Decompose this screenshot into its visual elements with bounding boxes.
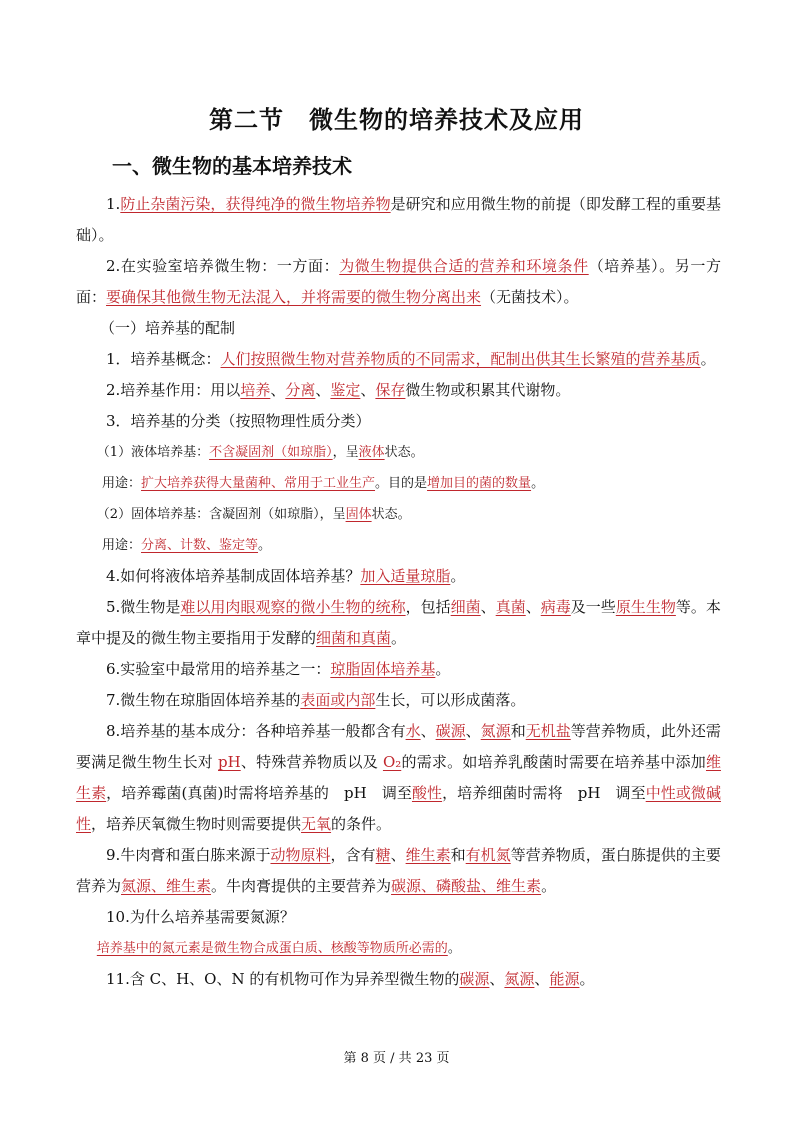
text-span: 9.牛肉膏和蛋白胨来源于: [106, 846, 271, 864]
answer-text: 增加目的菌的数量: [427, 476, 532, 491]
answer-text: 氮源、维生素: [121, 877, 212, 895]
paragraph: [76, 592, 721, 654]
answer-text: 加入适量琼脂: [360, 567, 451, 585]
text-span: 。: [700, 350, 716, 368]
text-span: （2）固体培养基：含凝固剂（如琼脂），呈: [96, 507, 346, 522]
text-span: 、: [525, 598, 541, 616]
text-span: ，含有: [330, 846, 376, 864]
text-span: 、: [315, 381, 331, 399]
answer-text: 原生生物: [615, 598, 676, 616]
text-span: 。: [541, 877, 557, 895]
answer-text: 碳源: [459, 970, 490, 988]
text-span: ，培养霉菌(真菌)时需将培养基的 pH 调至: [106, 784, 412, 802]
paragraph: [76, 189, 721, 251]
text-span: ，包括: [405, 598, 451, 616]
text-span: ，培养厌氧微生物时则需要提供: [91, 815, 302, 833]
answer-text: 人们按照微生物对营养物质的不同需求，配制出供其生长繁殖的营养基质: [220, 350, 701, 368]
paragraph: [76, 499, 721, 530]
text-span: 用途：: [102, 476, 142, 491]
text-span: 。: [391, 629, 407, 647]
text-span: ，呈: [332, 445, 359, 460]
text-span: 、: [534, 970, 550, 988]
answer-text: 能源: [549, 970, 580, 988]
answer-text: 细菌和真菌: [316, 629, 392, 647]
text-span: 2.在实验室培养微生物：一方面：: [106, 257, 340, 275]
text-span: （培养基）。另一方面：: [76, 257, 721, 306]
answer-text: 鉴定: [330, 381, 361, 399]
answer-text: 分离: [285, 381, 316, 399]
paragraph: [76, 840, 721, 902]
paragraph: [76, 933, 721, 964]
text-span: 8.培养基的基本成分：各种培养基一般都含有: [106, 722, 406, 740]
text-span: 微生物或积累其代谢物。: [405, 381, 571, 399]
answer-text: pH: [218, 753, 241, 771]
paragraph: [76, 468, 721, 499]
answer-text: 防止杂菌污染，获得纯净的微生物培养物: [120, 195, 391, 213]
paragraph: [76, 251, 721, 313]
answer-text: O₂: [382, 753, 402, 771]
answer-text: 动物原料: [270, 846, 331, 864]
text-span: 、: [480, 598, 496, 616]
text-span: 1.: [106, 195, 121, 213]
answer-text: 无氧: [301, 815, 332, 833]
paragraph: [76, 561, 721, 592]
text-span: 、: [390, 846, 406, 864]
answer-text: 有机氮: [465, 846, 511, 864]
text-span: 5.微生物是: [106, 598, 181, 616]
answer-text: 难以用肉眼观察的微小生物的统称: [180, 598, 406, 616]
text-span: 11.含 C、H、O、N 的有机物可作为异养型微生物的: [106, 970, 460, 988]
paragraph: [76, 313, 721, 344]
text-span: 。目的是: [375, 476, 428, 491]
paragraph: [76, 902, 721, 933]
answer-text: 表面或内部: [300, 691, 376, 709]
answer-text: 氮源: [504, 970, 535, 988]
page-title: 第二节 微生物的培养技术及应用: [209, 105, 584, 134]
answer-text: 为微生物提供合适的营养和环境条件: [339, 257, 589, 275]
text-span: 。: [435, 660, 451, 678]
text-span: 、: [489, 970, 505, 988]
text-span: 、: [420, 722, 436, 740]
text-span: 状态。: [371, 507, 411, 522]
text-span: 和: [510, 722, 526, 740]
paragraph: [76, 406, 721, 437]
answer-text: 酸性: [411, 784, 443, 802]
text-span: 等营养物质，蛋白胨提供的主要营养为: [76, 846, 721, 895]
text-span: 和: [450, 846, 466, 864]
paragraph: [76, 344, 721, 375]
text-span: 。牛肉膏提供的主要营养为: [211, 877, 392, 895]
text-span: 。: [531, 476, 545, 491]
answer-text: 分离、计数、鉴定等: [141, 538, 259, 553]
text-span: 状态。: [384, 445, 424, 460]
answer-text: 中性或微碱性: [76, 784, 721, 833]
answer-text: 固体: [345, 507, 372, 522]
text-span: （一）培养基的配制: [100, 319, 236, 337]
answer-text: 无机盐: [525, 722, 571, 740]
text-span: 等。本章中提及的微生物主要指用于发酵的: [76, 598, 721, 647]
answer-text: 病毒: [540, 598, 571, 616]
answer-text: 维生素: [76, 753, 721, 802]
text-span: 2.培养基作用：用以: [106, 381, 241, 399]
text-span: 7.微生物在琼脂固体培养基的: [106, 691, 301, 709]
text-span: 。: [450, 567, 466, 585]
answer-text: 扩大培养获得大量菌种、常用于工业生产: [141, 476, 376, 491]
answer-text: 氮源: [480, 722, 511, 740]
text-span: 用途：: [102, 538, 142, 553]
paragraph: [76, 685, 721, 716]
text-span: 。: [258, 538, 272, 553]
text-span: 的需求。如培养乳酸菌时需要在培养基中添加: [401, 753, 706, 771]
answer-text: 培养基中的氮元素是微生物合成蛋白质、核酸等物质所必需的: [96, 941, 448, 956]
answer-text: 碳源: [435, 722, 466, 740]
text-span: ，培养细菌时需将 pH 调至: [442, 784, 646, 802]
answer-text: 培养: [240, 381, 271, 399]
answer-text: 维生素: [405, 846, 451, 864]
text-span: 、: [360, 381, 376, 399]
answer-text: 保存: [375, 381, 406, 399]
text-span: 及一些: [570, 598, 616, 616]
answer-text: 水: [405, 722, 421, 740]
text-span: （无菌技术）。: [481, 288, 579, 306]
answer-text: 要确保其他微生物无法混入，并将需要的微生物分离出来: [106, 288, 482, 306]
section-heading: 一、微生物的基本培养技术: [112, 154, 352, 178]
paragraph: [76, 964, 721, 995]
text-span: 1．培养基概念：: [106, 350, 221, 368]
text-span: 4.如何将液体培养基制成固体培养基？: [106, 567, 361, 585]
answer-text: 真菌: [495, 598, 526, 616]
text-span: 6.实验室中最常用的培养基之一：: [106, 660, 331, 678]
answer-text: 碳源、磷酸盐、维生素: [391, 877, 542, 895]
paragraph: [76, 375, 721, 406]
text-span: 等营养物质，此外还需要满足微生物生长对: [76, 722, 721, 771]
document-body: [76, 189, 721, 995]
paragraph: [76, 437, 721, 468]
answer-text: 糖: [375, 846, 391, 864]
answer-text: 不含凝固剂（如琼脂）: [209, 445, 333, 460]
text-span: 、: [270, 381, 286, 399]
text-span: 、特殊营养物质以及: [240, 753, 383, 771]
paragraph: [76, 530, 721, 561]
paragraph: [76, 654, 721, 685]
text-span: 。: [579, 970, 595, 988]
text-span: 生长，可以形成菌落。: [375, 691, 526, 709]
text-span: 是研究和应用微生物的前提（即发酵工程的重要基础）。: [76, 195, 721, 244]
text-span: 3．培养基的分类（按照物理性质分类）: [106, 412, 371, 430]
text-span: 10.为什么培养基需要氮源？: [106, 908, 295, 926]
answer-text: 细菌: [450, 598, 481, 616]
text-span: 、: [465, 722, 481, 740]
text-span: （1）液体培养基：: [96, 445, 210, 460]
answer-text: 液体: [358, 445, 385, 460]
text-span: 的条件。: [331, 815, 392, 833]
page-footer: 第 8 页 / 共 23 页: [343, 1051, 450, 1066]
text-span: 。: [447, 941, 461, 956]
paragraph: [76, 716, 721, 840]
answer-text: 琼脂固体培养基: [330, 660, 436, 678]
